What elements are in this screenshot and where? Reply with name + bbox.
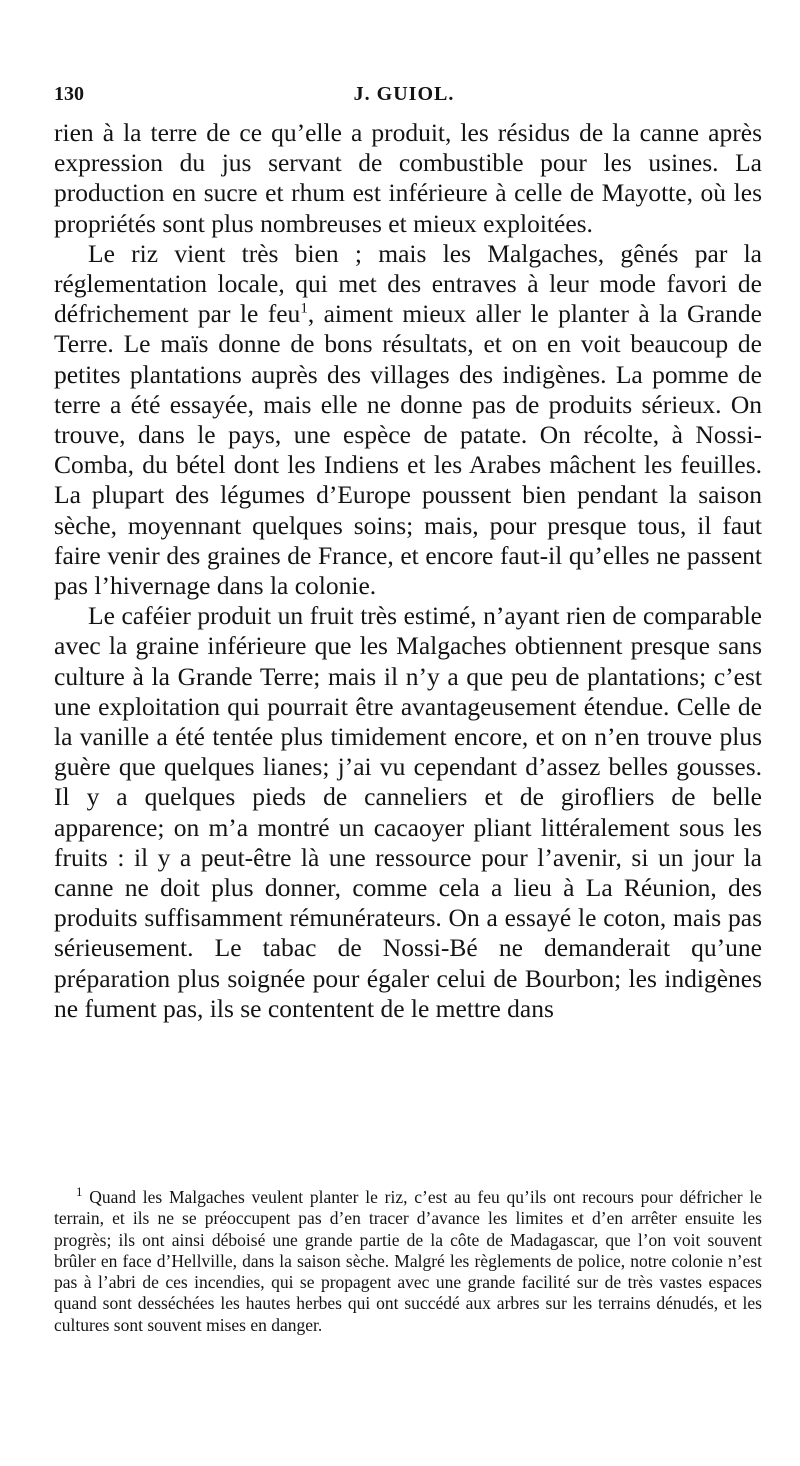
page-number: 130 (54, 83, 84, 105)
paragraph: Le caféier produit un fruit très estimé, n’ayant rien de comparable avec la graine inférieure que les Malgaches obtiennent presque sans culture à la Grande Terre; mais il n’y a que peu de plantations; c’est une exploitation qui pourrait être avantageusement étendue. Celle de la vanille a été tentée plus timidement encore, et on n’en trouve plus guère que quelques lianes; j’ai vu cependant d’assez belles gousses. Il y a quelques pieds de canneliers et de girofliers de belle apparence; on m’a montré un cacaoyer pliant littéralement sous les fruits : il y a peut-être là une ressource pour l’avenir, si un jour la canne ne doit plus donner, comme cela a lieu à La Réunion, des produits suffisamment rémunérateurs. On a essayé le coton, mais pas sérieusement. Le tabac de Nossi-Bé ne demanderait qu’une préparation plus soignée pour égaler celui de Bourbon; les indigènes ne fument pas, ils se contentent de le mettre dans (54, 601, 762, 1023)
footnote-text: Quand les Malgaches veulent planter le riz, c’est au feu qu’ils ont recours pour défricher le terrain, et ils ne se préoccupent pas d’en tracer d’avance les limites et d’en arrêter ensuite les progrès; ils ont ainsi déboisé une grande partie de la côte de Madagascar, que l’on voit souvent brûler en face d’Hellville, dans la saison sèche. Malgré les règlements de police, notre colonie n’est pas à l’abri de ces incendies, qui se propagent avec une grande facilité sur de très vastes espaces quand sont desséchées les hautes herbes qui ont succédé aux arbres sur les terrains dénudés, et les cultures sont souvent mises en danger. (54, 1187, 763, 1335)
page-header (54, 83, 754, 113)
footnote-marker: 1 (76, 1184, 83, 1200)
footnote (54, 1184, 763, 1336)
paragraph (54, 239, 762, 601)
running-title: J. GUIOL. (353, 83, 455, 105)
paragraph: rien à la terre de ce qu’elle a produit, les résidus de la canne après expression du jus servant de combustible pour les usines. La production en sucre et rhum est inférieure à celle de Mayotte, où les propriétés sont plus nombreuses et mieux exploitées. (54, 118, 762, 238)
footnotes (54, 1184, 763, 1336)
footnote-reference: 1 (300, 300, 308, 317)
paragraph-text: Le riz vient très bien ; mais les Malgaches, gênés par la réglementation locale, qui met des entraves à leur mode favori de défrichement par le feu (54, 238, 762, 329)
body-text (54, 118, 762, 1024)
paragraph-text: , aiment mieux aller le planter à la Grande Terre. Le maïs donne de bons résultats, et on en voit beaucoup de petites plantations auprès des villages des indigènes. La pomme de terre a été essayée, mais elle ne donne pas de produits sérieux. On trouve, dans le pays, une espèce de patate. On récolte, à Nossi-Comba, du bétel dont les Indiens et les Arabes mâchent les feuilles. La plupart des légumes d’Europe poussent bien pendant la saison sèche, moyennant quelques soins; mais, pour presque tous, il faut faire venir des graines de France, et encore faut-il qu’elles ne passent pas l’hivernage dans la colonie. (54, 299, 762, 601)
